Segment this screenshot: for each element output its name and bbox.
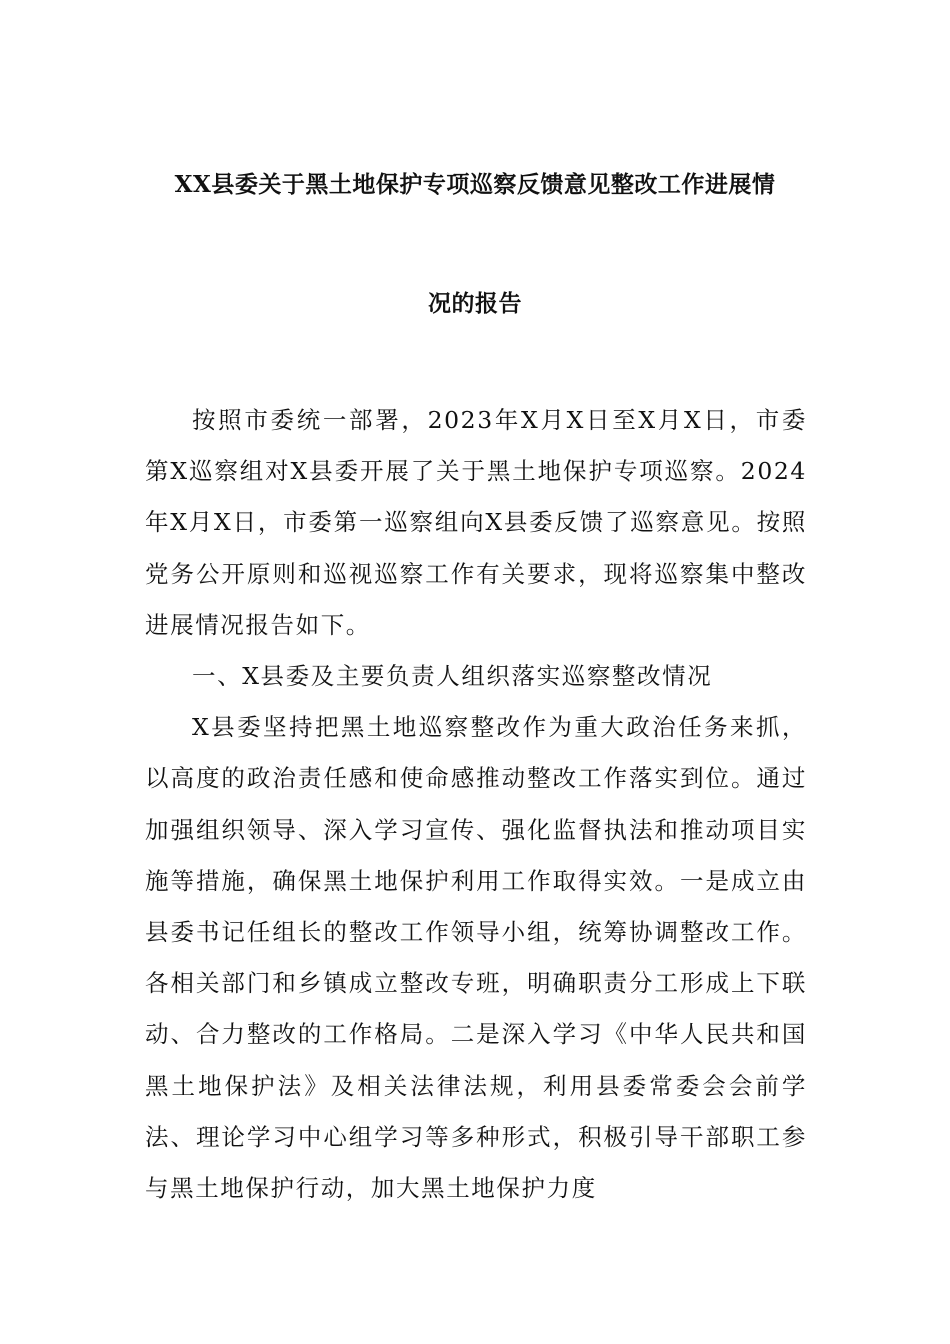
document-title-line-2: 况的报告 <box>428 290 522 317</box>
document-title-line-1: XX县委关于黑土地保护专项巡察反馈意见整改工作进展情 <box>174 171 776 198</box>
section-paragraph-1: X县委坚持把黑土地巡察整改作为重大政治任务来抓，以高度的政治责任感和使命感推动整改工作落实到位。通过加强组织领导、深入学习宣传、强化监督执法和推动项目实施等措施，确保黑土地保护利用工作取得实效。一是成立由县委书记任组长的整改工作领导小组，统筹协调整改工作。各相关部门和乡镇成立整改专班，明确职责分工形成上下联动、合力整改的工作格局。二是深入学习《中华人民共和国黑土地保护法》及相关法律法规，利用县委常委会会前学法、理论学习中心组学习等多种形式，积极引导干部职工参与黑土地保护行动，加大黑土地保护力度 <box>145 713 807 1203</box>
intro-paragraph: 按照市委统一部署，2023年X月X日至X月X日，市委第X巡察组对X县委开展了关于黑土地保护专项巡察。2024年X月X日，市委第一巡察组向X县委反馈了巡察意见。按照党务公开原则和巡视巡察工作有关要求，现将巡察集中整改进展情况报告如下。 <box>145 406 807 639</box>
section-heading-1: 一、X县委及主要负责人组织落实巡察整改情况 <box>192 662 713 691</box>
document-body <box>145 395 807 1214</box>
